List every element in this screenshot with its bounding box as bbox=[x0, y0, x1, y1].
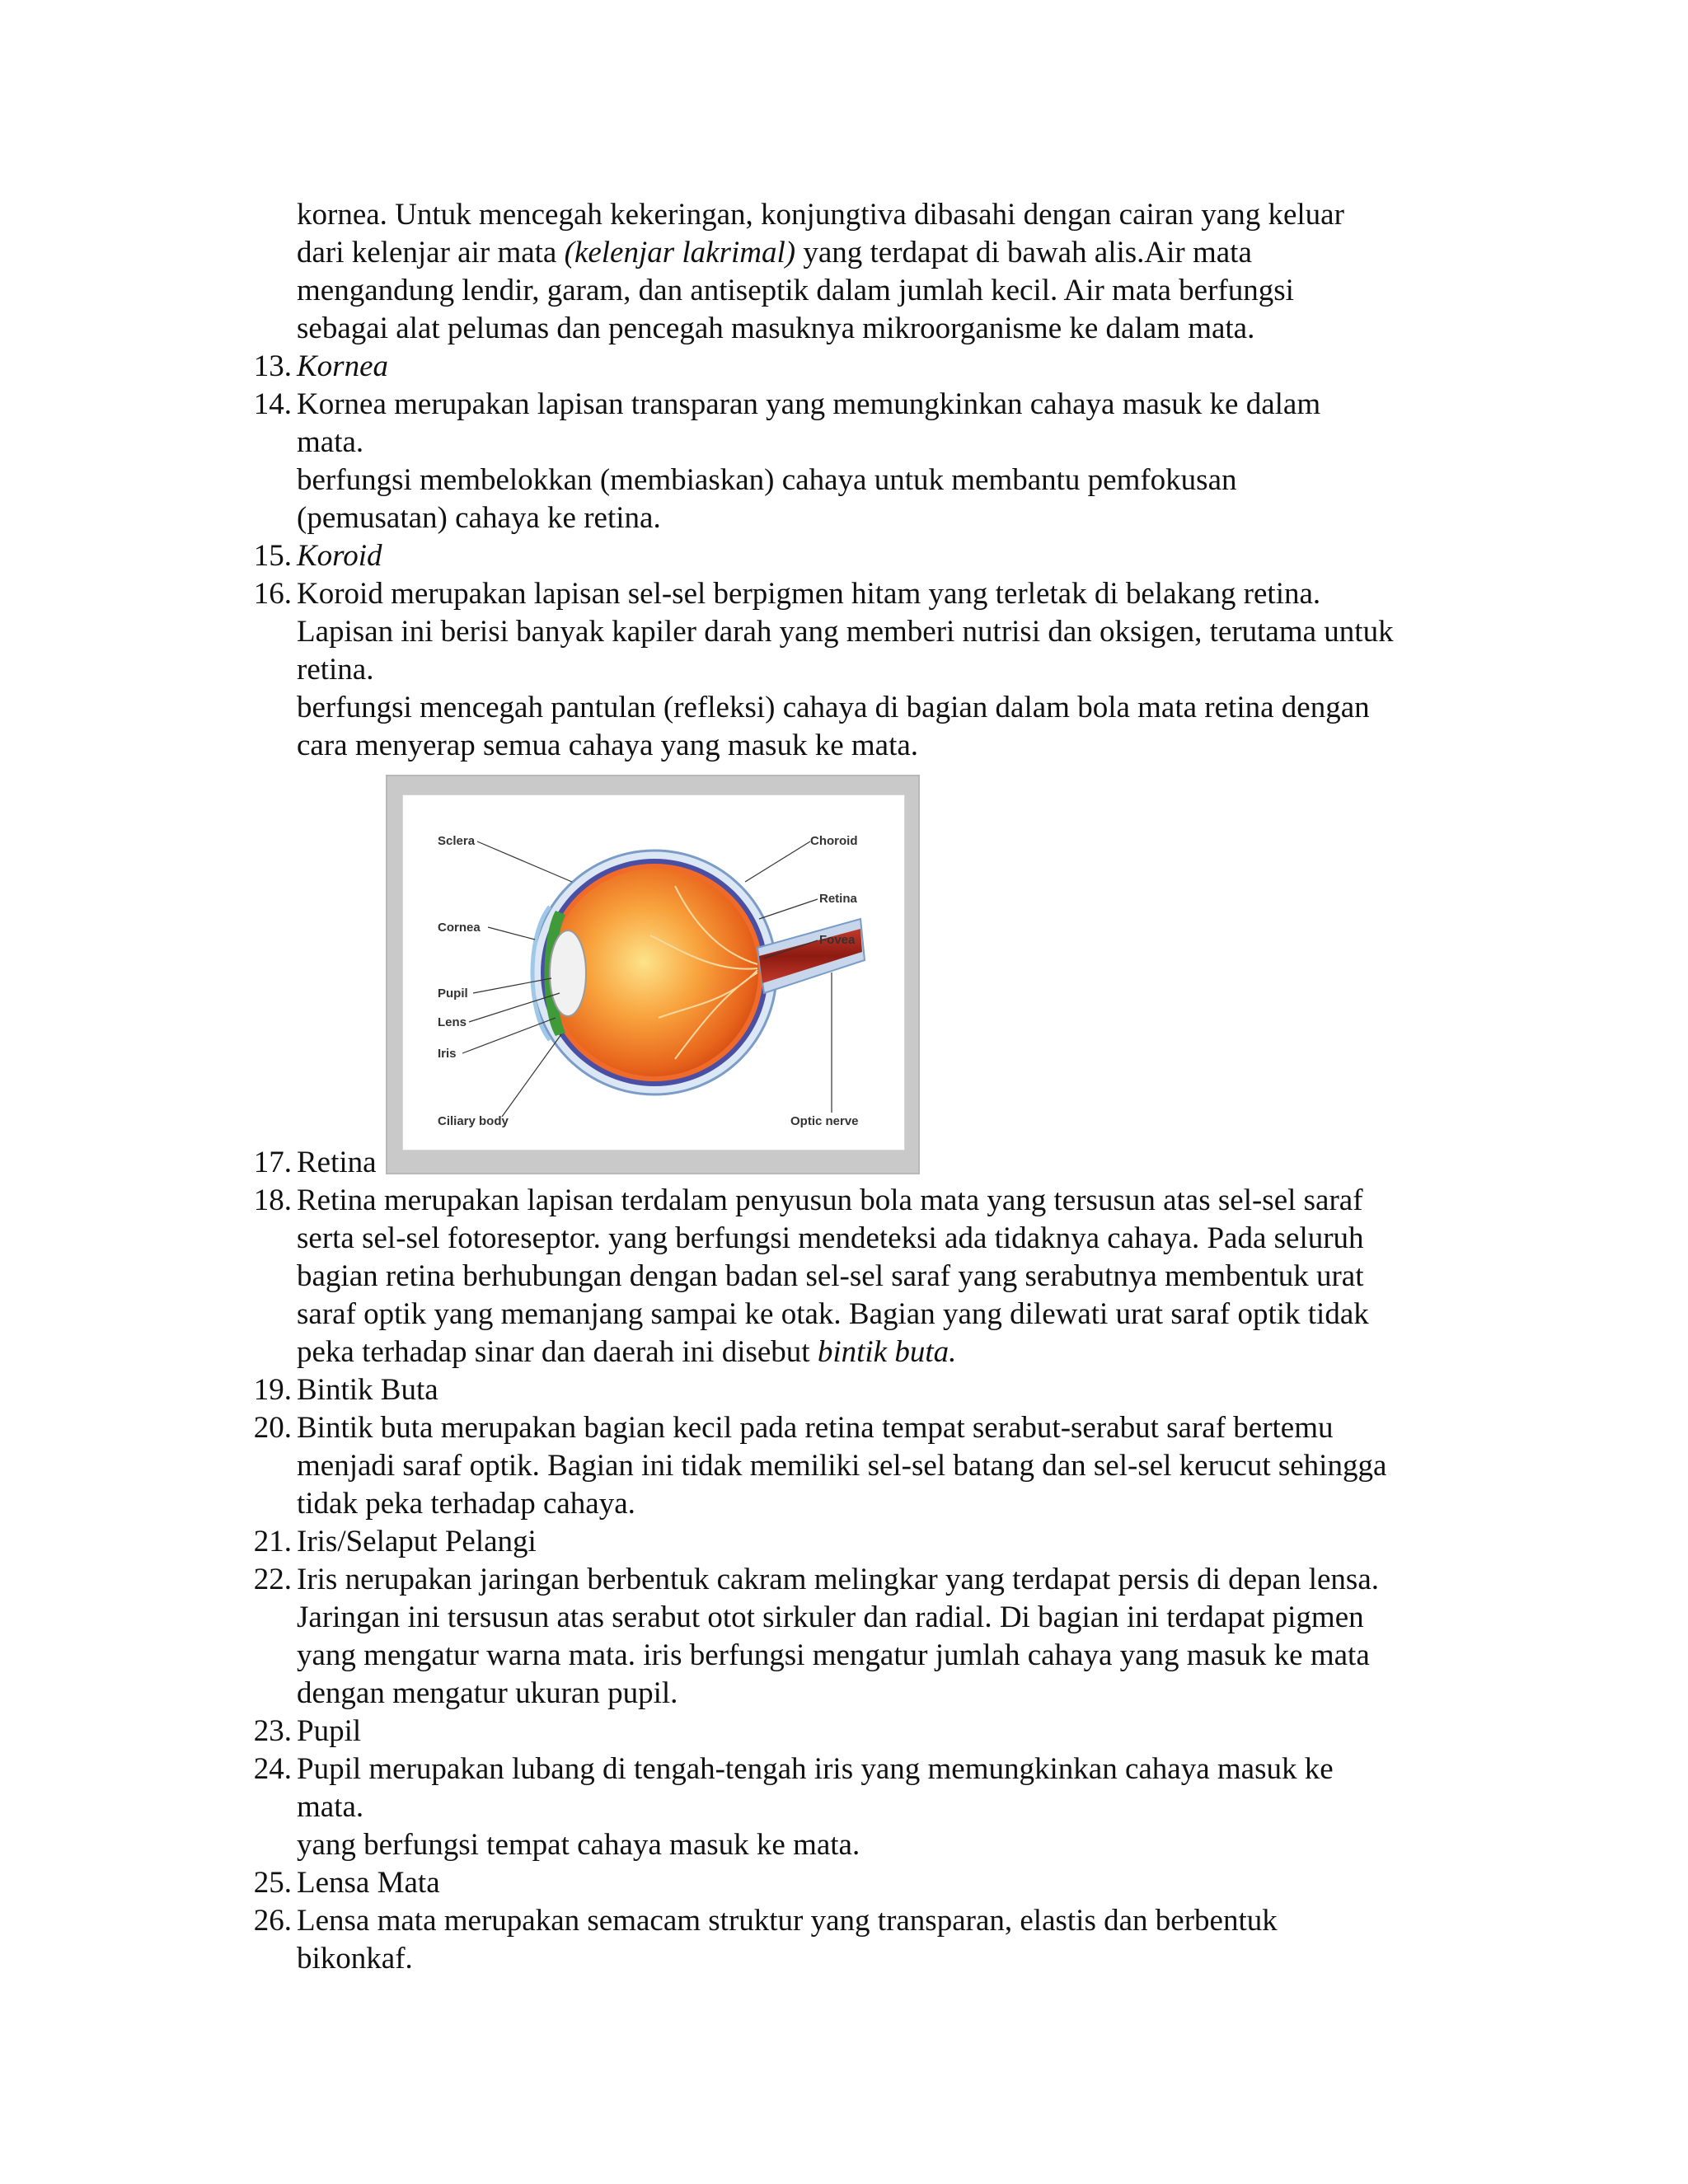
list-item bbox=[253, 348, 1508, 386]
label-cornea: Cornea bbox=[438, 921, 481, 935]
text-line: mata. bbox=[297, 1790, 364, 1824]
text-line: Koroid merupakan lapisan sel-sel berpigmen hitam yang terletak di belakang retina. bbox=[297, 577, 1321, 611]
list-item bbox=[253, 1144, 1508, 1182]
numbered-list-bottom bbox=[253, 1144, 1508, 1978]
text-line: Pupil merupakan lubang di tengah-tengah iris yang memungkinkan cahaya masuk ke bbox=[297, 1752, 1334, 1786]
label-ciliary-body: Ciliary body bbox=[438, 1114, 509, 1128]
label-sclera: Sclera bbox=[438, 834, 476, 848]
text-line: serta sel-sel fotoreseptor. yang berfungsi mendeteksi ada tidaknya cahaya. Pada seluruh bbox=[297, 1221, 1364, 1255]
text-line: peka terhadap sinar dan daerah ini disebut bintik buta. bbox=[297, 1335, 957, 1369]
text-line: mengandung lendir, garam, dan antiseptik dalam jumlah kecil. Air mata berfungsi bbox=[297, 274, 1294, 307]
text-line: Iris nerupakan jaringan berbentuk cakram melingkar yang terdapat persis di depan lensa. bbox=[297, 1563, 1379, 1596]
item-heading: Bintik Buta bbox=[297, 1373, 438, 1407]
label-iris: Iris bbox=[438, 1047, 457, 1061]
list-item bbox=[253, 575, 1508, 765]
italic-term: (kelenjar lakrimal) bbox=[564, 236, 796, 269]
text-line: yang berfungsi tempat cahaya masuk ke mata. bbox=[297, 1828, 860, 1862]
item-number: 22. bbox=[253, 1563, 292, 1596]
text-line: berfungsi mencegah pantulan (refleksi) cahaya di bagian dalam bola mata retina dengan bbox=[297, 691, 1370, 724]
list-item bbox=[253, 1902, 1508, 1978]
text-line: retina. bbox=[297, 653, 374, 687]
numbered-list-top bbox=[253, 348, 1508, 765]
text-line: yang mengatur warna mata. iris berfungsi mengatur jumlah cahaya yang masuk ke mata bbox=[297, 1638, 1370, 1672]
item-number: 15. bbox=[253, 539, 292, 573]
item-number: 20. bbox=[253, 1411, 292, 1445]
text-line: Retina merupakan lapisan terdalam penyusun bola mata yang tersusun atas sel-sel saraf bbox=[297, 1183, 1363, 1217]
text-line: Kornea merupakan lapisan transparan yang memungkinkan cahaya masuk ke dalam bbox=[297, 387, 1321, 421]
item-heading: Pupil bbox=[297, 1714, 362, 1748]
text-line: tidak peka terhadap cahaya. bbox=[297, 1487, 635, 1521]
text-line: Jaringan ini tersusun atas serabut otot sirkuler dan radial. Di bagian ini terdapat pigmen bbox=[297, 1601, 1364, 1634]
text-line: berfungsi membelokkan (membiaskan) cahaya untuk membantu pemfokusan bbox=[297, 463, 1237, 497]
item-number: 14. bbox=[253, 387, 292, 421]
item-heading: Kornea bbox=[297, 349, 388, 383]
text-line: sebagai alat pelumas dan pencegah masuknya mikroorganisme ke dalam mata. bbox=[297, 312, 1255, 345]
item-heading: Lensa Mata bbox=[297, 1866, 440, 1900]
text-line: mata. bbox=[297, 425, 364, 459]
text-line: saraf optik yang memanjang sampai ke otak. Bagian yang dilewati urat saraf optik tidak bbox=[297, 1297, 1369, 1331]
italic-term: bintik buta. bbox=[817, 1335, 957, 1369]
label-choroid: Choroid bbox=[810, 834, 858, 848]
text-line: bikonkaf. bbox=[297, 1942, 413, 1975]
list-item bbox=[253, 1750, 1508, 1864]
text-line: dari kelenjar air mata (kelenjar lakrimal) yang terdapat di bawah alis.Air mata bbox=[297, 236, 1252, 269]
item-number: 26. bbox=[253, 1904, 292, 1938]
text-line: bagian retina berhubungan dengan badan sel-sel saraf yang serabutnya membentuk urat bbox=[297, 1259, 1364, 1293]
eye-diagram bbox=[403, 795, 904, 1150]
list-item bbox=[253, 1864, 1508, 1902]
item-number: 18. bbox=[253, 1183, 292, 1217]
item-number: 25. bbox=[253, 1866, 292, 1900]
eye-diagram-frame bbox=[402, 794, 905, 1151]
label-lens: Lens bbox=[438, 1015, 467, 1029]
text-line: kornea. Untuk mencegah kekeringan, konjungtiva dibasahi dengan cairan yang keluar bbox=[297, 198, 1344, 232]
list-item bbox=[253, 1371, 1508, 1409]
label-fovea: Fovea bbox=[819, 933, 856, 947]
text-line: Lensa mata merupakan semacam struktur yang transparan, elastis dan berbentuk bbox=[297, 1904, 1278, 1938]
lens bbox=[550, 930, 586, 1016]
list-item bbox=[253, 1713, 1508, 1750]
text-line: (pemusatan) cahaya ke retina. bbox=[297, 501, 661, 535]
item-heading: Iris/Selaput Pelangi bbox=[297, 1525, 537, 1558]
text-line: Lapisan ini berisi banyak kapiler darah yang memberi nutrisi dan oksigen, terutama untuk bbox=[297, 615, 1394, 649]
label-retina: Retina bbox=[819, 892, 857, 906]
intro-paragraph bbox=[297, 196, 1508, 348]
text-line: cara menyerap semua cahaya yang masuk ke mata. bbox=[297, 729, 919, 762]
list-item bbox=[253, 1523, 1508, 1561]
list-item bbox=[253, 1561, 1508, 1713]
text-line: Bintik buta merupakan bagian kecil pada retina tempat serabut-serabut saraf bertemu bbox=[297, 1411, 1334, 1445]
item-number: 23. bbox=[253, 1714, 292, 1748]
eye-diagram-figure bbox=[386, 775, 920, 1174]
text-line: menjadi saraf optik. Bagian ini tidak memiliki sel-sel batang dan sel-sel kerucut sehingga bbox=[297, 1449, 1387, 1483]
list-item bbox=[253, 1409, 1508, 1523]
label-pupil: Pupil bbox=[438, 987, 468, 1001]
item-number: 17. bbox=[253, 1146, 292, 1179]
list-item bbox=[253, 537, 1508, 575]
text-line: dengan mengatur ukuran pupil. bbox=[297, 1676, 678, 1710]
item-heading: Koroid bbox=[297, 539, 382, 573]
list-item bbox=[253, 1182, 1508, 1371]
item-number: 13. bbox=[253, 349, 292, 383]
label-optic-nerve: Optic nerve bbox=[790, 1114, 859, 1128]
item-number: 16. bbox=[253, 577, 292, 611]
item-heading: Retina bbox=[297, 1146, 377, 1179]
item-number: 24. bbox=[253, 1752, 292, 1786]
item-number: 19. bbox=[253, 1373, 292, 1407]
item-number: 21. bbox=[253, 1525, 292, 1558]
list-item bbox=[253, 386, 1508, 537]
